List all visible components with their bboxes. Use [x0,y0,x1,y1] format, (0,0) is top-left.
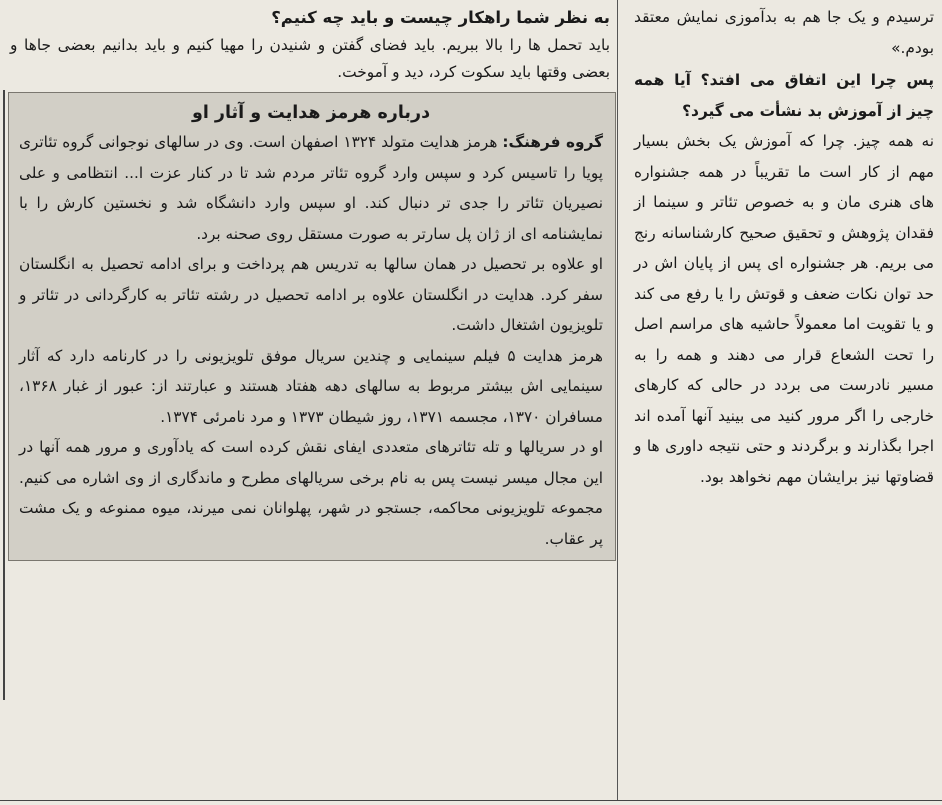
sidebar-paragraph-1-text: هرمز هدایت متولد ۱۳۲۴ اصفهان است. وی در سالهای نوجوانی گروه تئاتری پویا را تاسیس کرد و سپس وارد گروه تئاتر مردم شد تا در کنار عزت ا... انتظامی و علی نصیریان تئاتر را جدی تر دنبال کند. او سپس وارد دانشگاه شد و نخستین کارش را با نمایشنامه ای از ژان پل سارتر به صورت مستقل روی صحنه برد. [19,133,603,243]
left-question-heading: به نظر شما راهکار چیست و باید چه کنیم؟ [271,8,610,27]
left-edge-rule [3,90,5,700]
right-column [634,2,934,492]
sidebar-byline: گروه فرهنگ: [502,133,603,151]
column-divider [617,0,618,800]
sidebar-paragraph-3: هرمز هدایت ۵ فیلم سینمایی و چندین سریال موفق تلویزیونی را در کارنامه دارد که آثار سینمایی اش بیشتر مربوط به سالهای دهه هفتاد هستند و عبارتند از: عبور از غبار ۱۳۶۸، مسافران ۱۳۷۰، مجسمه ۱۳۷۱، روز شیطان ۱۳۷۳ و مرد نامرئی ۱۳۷۴. [19,346,603,426]
sidebar-box-title: درباره هرمز هدایت و آثار او [191,103,431,123]
sidebar-paragraph-4: او در سریالها و تله تئاترهای متعددی ایفای نقش کرده است که یادآوری و مرور همه آنها در این مجال میسر نیست پس به نام برخی سریالهای مطرح و ماندگاری از وی اشاره می کنیم. مجموعه تلویزیونی محاکمه، جستجو در شهر، پهلوانان نمی میرند، میوه ممنوعه و یک مشت پر عقاب. [19,438,603,548]
left-answer-paragraph: باید تحمل ها را بالا ببریم. باید فضای گفتن و شنیدن را مهیا کنیم و باید بدانیم بعضی جاها و بعضی وقتها باید سکوت کرد، دید و آموخت. [10,36,610,81]
right-question-heading: پس چرا این اتفاق می افتد؟ آیا همه چیز از آموزش بد نشأت می گیرد؟ [634,71,934,120]
right-answer-paragraph: نه همه چیز. چرا که آموزش یک بخش بسیار مهم از کار است ما تقریباً در همه جشنواره های هنری مان و به خصوص تئاتر و سینما از فقدان پژوهش و تحقیق صحیح کارشناسانه رنج می بریم. هر جشنواره ای پس از پایان اش در حد توان نکات ضعف و قوتش را یا رفع می کند و یا تقویت اما معمولاً حاشیه های مراسم اصل را تحت الشعاع قرار می دهند و همه را به مسیر نادرست می بردد در حالی که کارهای خارجی را اگر مرور کنید می بینید آنها آمده اند اجرا بگذارند و برگردند و حتی نتیجه داوری ها و قضاوتها نیز برایشان مهم نخواهد بود. [634,132,934,486]
right-intro-tail: ترسیدم و یک جا هم به بدآموزی نمایش معتقد بودم.» [634,8,934,57]
sidebar-box [8,92,616,561]
sidebar-paragraph-1 [19,127,603,249]
sidebar-paragraph-2: او علاوه بر تحصیل در همان سالها به تدریس هم پرداخت و برای ادامه تحصیل به انگلستان سفر کرد. هدایت در انگلستان علاوه بر ادامه تحصیل در رشته تئاتر به کارگردانی در تئاتر و تلویزیون اشتغال داشت. [19,255,603,334]
left-column [10,4,610,561]
bottom-rule [0,800,942,801]
